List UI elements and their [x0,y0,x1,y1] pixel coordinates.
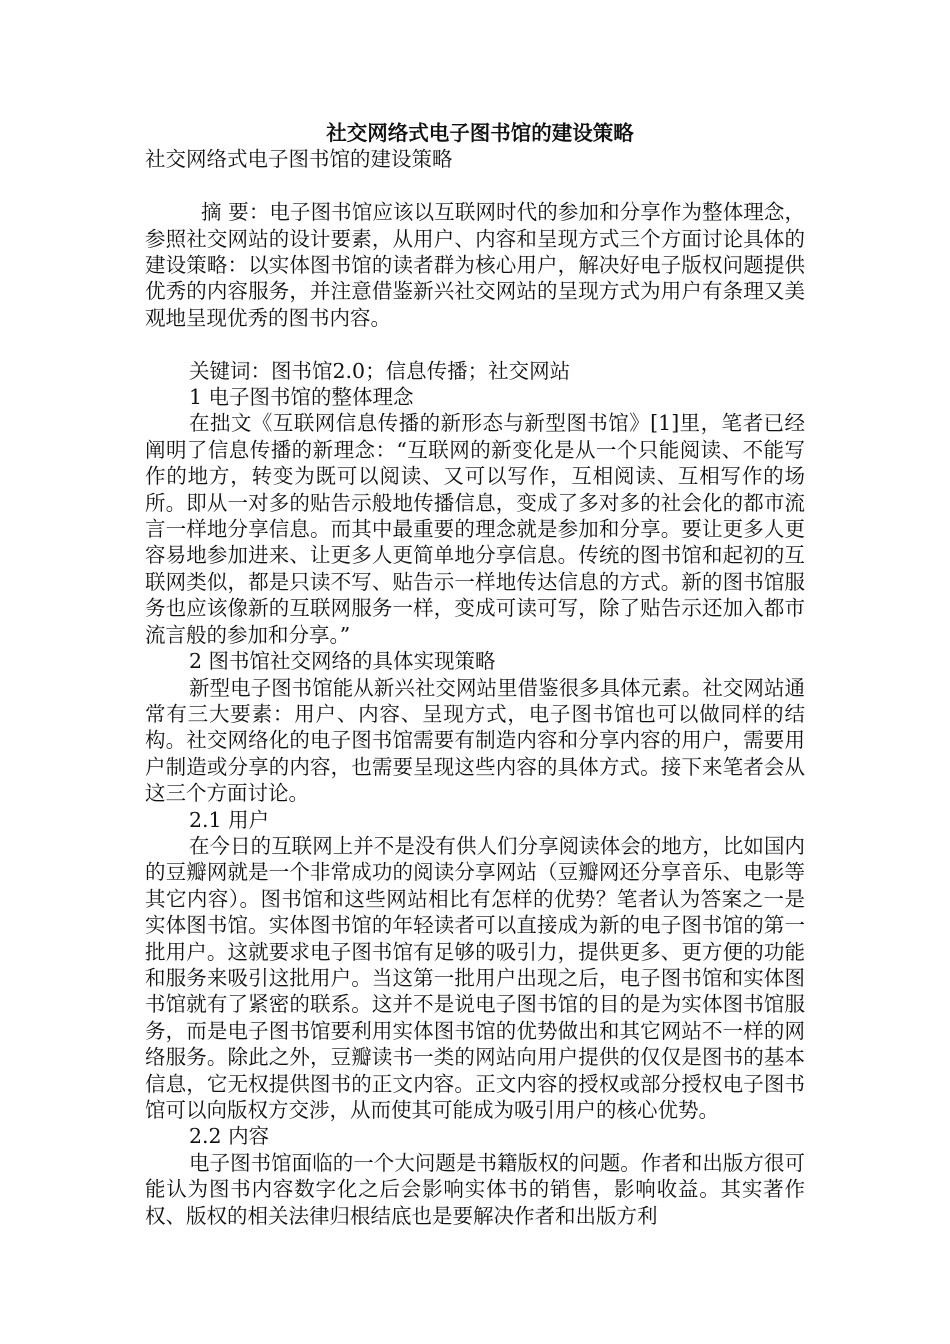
document-subtitle: 社交网络式电子图书馆的建设策略 [145,147,453,172]
section-2-1-heading: 2.1 用户 [189,807,270,832]
document-page [145,120,805,1229]
section-2-1-paragraph: 在今日的互联网上并不是没有供人们分享阅读体会的地方，比如国内的豆瓣网就是一个非常成功的阅读分享网站（豆瓣网还分享音乐、电影等其它内容）。图书馆和这些网站相比有怎样的优势？笔者认为答案之一是实体图书馆。实体图书馆的年轻读者可以直接成为新的电子图书馆的第一批用户。这就要求电子图书馆有足够的吸引力，提供更多、更方便的功能和服务来吸引这批用户。当这第一批用户出现之后，电子图书馆和实体图书馆就有了紧密的联系。这并不是说电子图书馆的目的是为实体图书馆服务，而是电子图书馆要利用实体图书馆的优势做出和其它网站不一样的网络服务。除此之外，豆瓣读书一类的网站向用户提供的仅仅是图书的基本信息，它无权提供图书的正文内容。正文内容的授权或部分授权电子图书馆可以向版权方交涉，从而使其可能成为吸引用户的核心优势。 [145,833,805,1122]
section-2-2-heading: 2.2 内容 [189,1124,270,1149]
section-2-heading: 2 图书馆社交网络的具体实现策略 [189,649,496,674]
blank-line [145,173,805,199]
blank-line [145,331,805,357]
section-1-paragraph: 在拙文《互联网信息传播的新形态与新型图书馆》[1]里，笔者已经阐明了信息传播的新理念：“互联网的新变化是从一个只能阅读、不能写作的地方，转变为既可以阅读、又可以写作，互相阅读、互相写作的场所。即从一对多的贴告示般地传播信息，变成了多对多的社会化的都市流言一样地分享信息。而其中最重要的理念就是参加和分享。要让更多人更容易地参加进来、让更多人更简单地分享信息。传统的图书馆和起初的互联网类似，都是只读不写、贴告示一样地传达信息的方式。新的图书馆服务也应该像新的互联网服务一样，变成可读可写，除了贴告示还加入都市流言般的参加和分享。” [145,411,805,647]
abstract-paragraph: 摘 要：电子图书馆应该以互联网时代的参加和分享作为整体理念，参照社交网站的设计要素，从用户、内容和呈现方式三个方面讨论具体的建设策略：以实体图书馆的读者群为核心用户，解决好电子版权问题提供优秀的内容服务，并注意借鉴新兴社交网站的呈现方式为用户有条理又美观地呈现优秀的图书内容。 [145,200,805,330]
section-2-2-paragraph: 电子图书馆面临的一个大问题是书籍版权的问题。作者和出版方很可能认为图书内容数字化之后会影响实体书的销售，影响收益。其实著作权、版权的相关法律归根结底也是要解决作者和出版方利 [145,1150,805,1228]
section-1-heading: 1 电子图书馆的整体理念 [189,385,414,410]
document-title: 社交网络式电子图书馆的建设策略 [326,121,634,145]
keywords-line: 关键词：图书馆2.0；信息传播；社交网站 [189,358,571,383]
section-2-paragraph: 新型电子图书馆能从新兴社交网站里借鉴很多具体元素。社交网站通常有三大要素：用户、内容、呈现方式，电子图书馆也可以做同样的结构。社交网络化的电子图书馆需要有制造内容和分享内容的用户，需要用户制造或分享的内容，也需要呈现这些内容的具体方式。接下来笔者会从这三个方面讨论。 [145,675,805,806]
